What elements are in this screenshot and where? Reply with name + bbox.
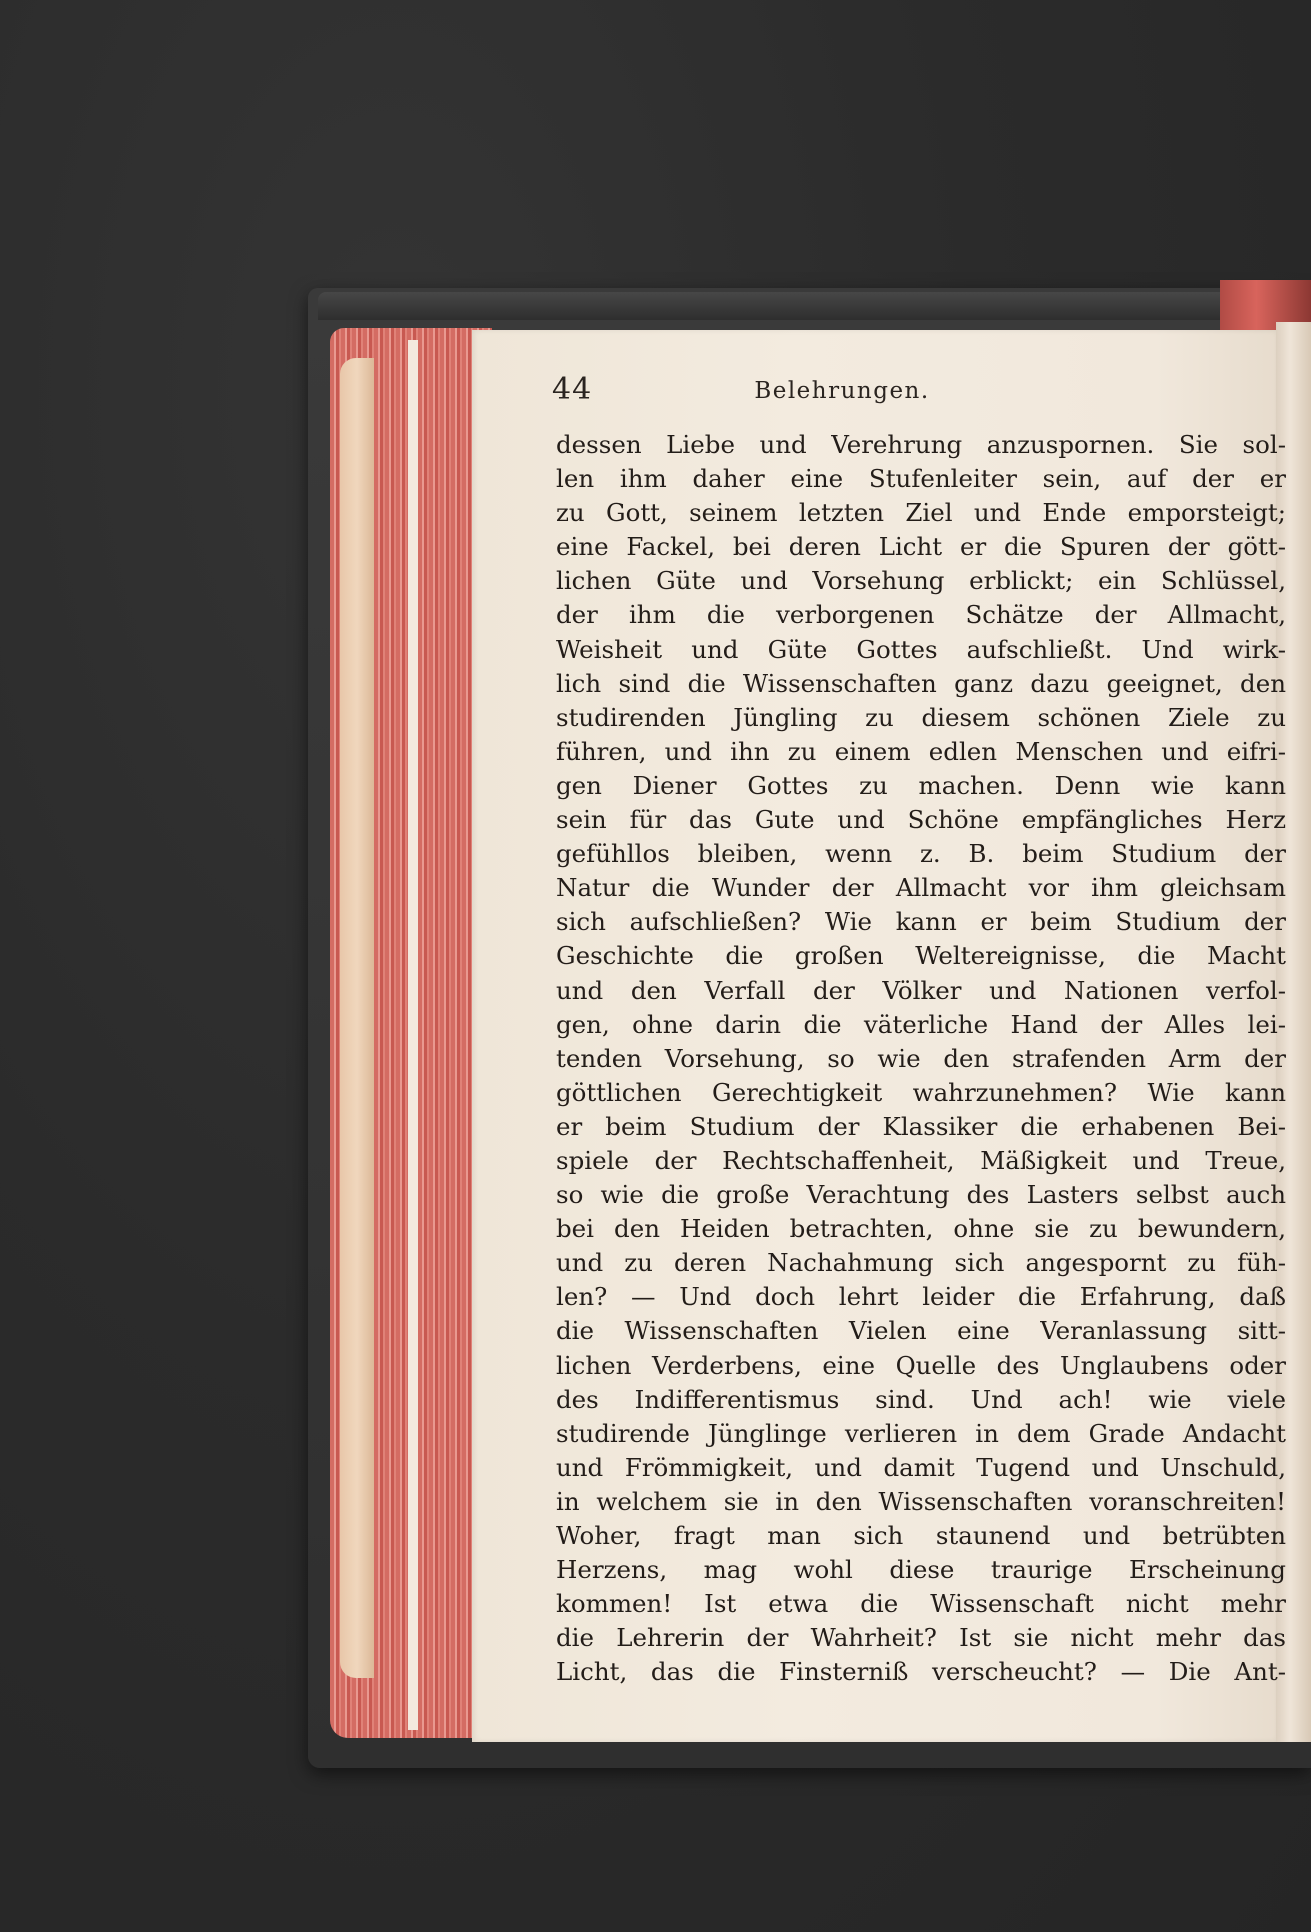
text-line: so wie die große Verachtung des Lasters selbst auch [556, 1180, 1286, 1210]
text-line: lich sind die Wissenschaften ganz dazu geeignet, den [556, 668, 1286, 698]
text-line: kommen! Ist etwa die Wissenschaft nicht mehr [556, 1589, 1286, 1619]
text-line: sich aufschließen? Wie kann er beim Studium der [556, 907, 1286, 937]
page-block-edges [330, 328, 492, 1738]
text-line: zu Gott, seinem letzten Ziel und Ende emporsteigt; [556, 498, 1286, 528]
text-line: Herzens, mag wohl diese traurige Erscheinung [556, 1555, 1286, 1585]
text-line: und zu deren Nachahmung sich angespornt zu füh- [556, 1248, 1286, 1278]
text-line: Natur die Wunder der Allmacht vor ihm gleichsam [556, 873, 1286, 903]
text-line: len ihm daher eine Stufenleiter sein, auf der er [556, 464, 1286, 494]
running-head: Belehrungen. [754, 378, 930, 404]
text-line: bei den Heiden betrachten, ohne sie zu bewundern, [556, 1214, 1286, 1244]
text-line: führen, und ihn zu einem edlen Menschen und eifri- [556, 736, 1286, 766]
text-line: Licht, das die Finsterniß verscheucht? — Die Ant- [556, 1657, 1286, 1687]
text-line: und Frömmigkeit, und damit Tugend und Unschuld, [556, 1452, 1286, 1482]
text-line: gen, ohne darin die väterliche Hand der Alles lei- [556, 1009, 1286, 1039]
book-cover-top-edge [318, 292, 1311, 320]
text-line: des Indifferentismus sind. Und ach! wie viele [556, 1384, 1286, 1414]
text-line: lichen Verderbens, eine Quelle des Unglaubens oder [556, 1350, 1286, 1380]
text-line: tenden Vorsehung, so wie den strafenden Arm der [556, 1043, 1286, 1073]
text-line: len? — Und doch lehrt leider die Erfahrung, daß [556, 1282, 1286, 1312]
text-line: göttlichen Gerechtigkeit wahrzunehmen? Wie kann [556, 1077, 1286, 1107]
text-line: gefühllos bleiben, wenn z. B. beim Studium der [556, 839, 1286, 869]
body-text [556, 428, 1286, 1689]
text-line: studirenden Jüngling zu diesem schönen Ziele zu [556, 702, 1286, 732]
text-line: Geschichte die großen Weltereignisse, die Macht [556, 941, 1286, 971]
text-line: die Lehrerin der Wahrheit? Ist sie nicht mehr das [556, 1623, 1286, 1653]
page-number: 44 [552, 372, 593, 407]
text-line: dessen Liebe und Verehrung anzuspornen. Sie sol- [556, 430, 1286, 459]
text-line: er beim Studium der Klassiker die erhabenen Bei- [556, 1111, 1286, 1141]
text-line: studirende Jünglinge verlieren in dem Grade Andacht [556, 1418, 1286, 1448]
text-line: die Wissenschaften Vielen eine Veranlassung sitt- [556, 1316, 1286, 1346]
text-line: spiele der Rechtschaffenheit, Mäßigkeit und Treue, [556, 1145, 1286, 1175]
text-line: in welchem sie in den Wissenschaften voranschreiten! [556, 1486, 1286, 1516]
text-line: sein für das Gute und Schöne empfängliches Herz [556, 805, 1286, 835]
text-line: eine Fackel, bei deren Licht er die Spuren der gött- [556, 532, 1286, 562]
text-line: und den Verfall der Völker und Nationen verfol- [556, 975, 1286, 1005]
text-line: gen Diener Gottes zu machen. Denn wie kann [556, 770, 1286, 800]
text-line: Weisheit und Güte Gottes aufschließt. Und wirk- [556, 634, 1286, 664]
text-line: der ihm die verborgenen Schätze der Allmacht, [556, 600, 1286, 630]
text-line: lichen Güte und Vorsehung erblickt; ein Schlüssel, [556, 566, 1286, 596]
text-line: Woher, fragt man sich staunend und betrübten [556, 1521, 1286, 1550]
page-header [552, 372, 1112, 412]
